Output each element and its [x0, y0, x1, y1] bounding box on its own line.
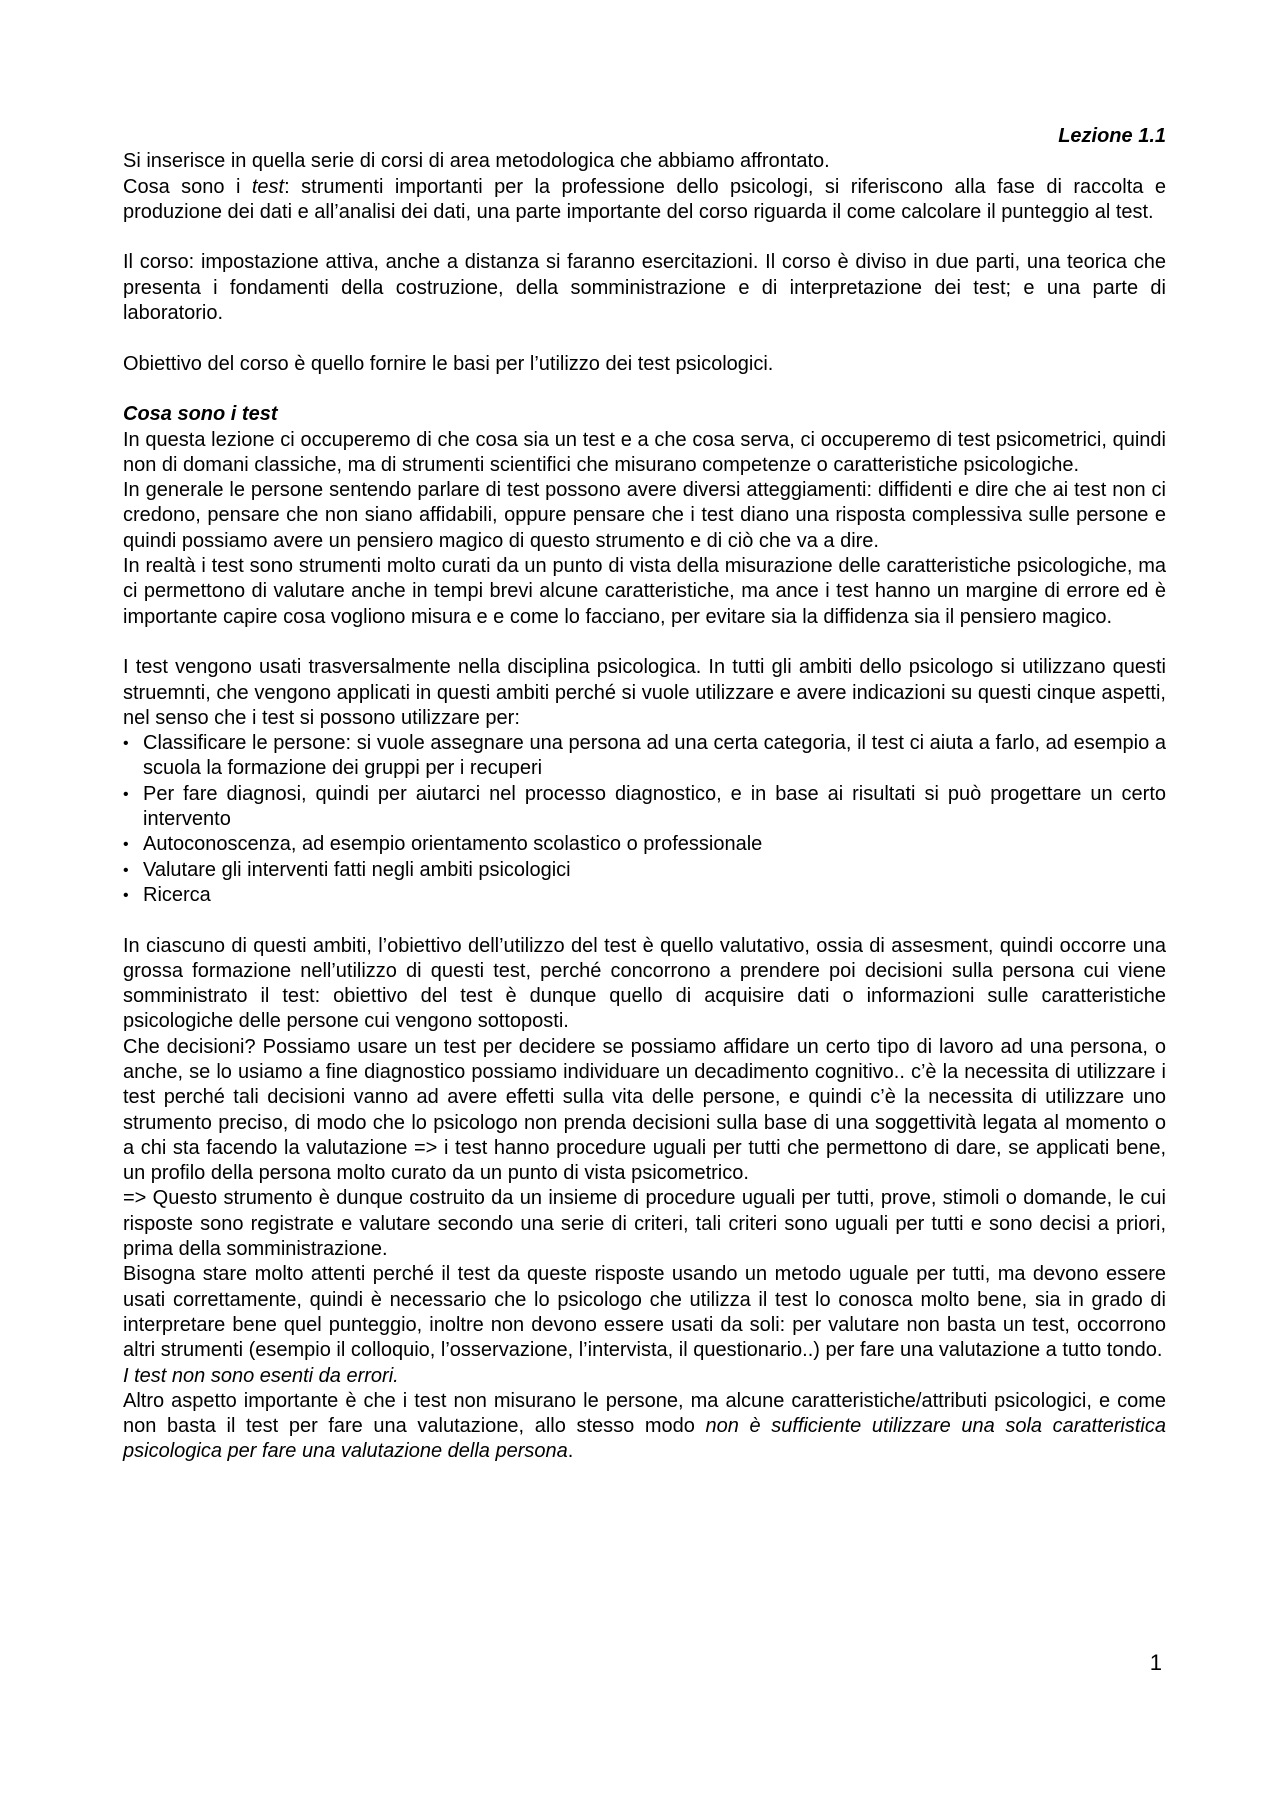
page-number: 1 [1149, 1650, 1162, 1675]
document-page [123, 124, 1166, 1465]
spacer [123, 225, 1166, 250]
paragraph [123, 1389, 1166, 1465]
italic-term: test [251, 175, 285, 198]
list-item: • Valutare gli interventi fatti negli ambiti psicologici [123, 858, 1166, 883]
section-heading: Cosa sono i test [123, 403, 278, 426]
spacer [123, 908, 1166, 933]
text-span: Altro aspetto importante è che i test non misurano le persone, ma alcune caratteristiche/attributi psicologici, e come non basta il test per fare una valutazione, allo stesso modo [123, 1389, 1166, 1438]
paragraph-course-structure: Il corso: impostazione attiva, anche a distanza si faranno esercitazioni. Il corso è diviso in due parti, una teorica che presenta i fondamenti della costruzione, della somministrazione e di interpretazione dei test; e una parte di laboratorio. [123, 251, 1166, 325]
spacer [123, 630, 1166, 655]
spacer [123, 326, 1166, 351]
paragraph: Che decisioni? Possiamo usare un test per decidere se possiamo affidare un certo tipo di lavoro ad una persona, o anche, se lo usiamo a fine diagnostico possiamo individuare un decadimento cognitivo.. c’è la necessita di utilizzare i test perché tali decisioni vanno ad avere effetti sulla vita delle persone, e quindi c’è la necessita di utilizzare uno strumento preciso, di modo che lo psicologo non prenda decisioni sulla base di una soggettività legata al momento o a chi sta facendo la valutazione => i test hanno procedure uguali per tutti che permettono di dare, se applicati bene, un profilo della persona molto curato da un punto di vista psicometrico. [123, 1035, 1166, 1185]
paragraph: Bisogna stare molto attenti perché il test da queste risposte usando un metodo uguale per tutti, ma devono essere usati correttamente, quindi è necessario che lo psicologo che utilizza il test lo conosca molto bene, sia in grado di interpretare bene quel punteggio, inoltre non devono essere usati da soli: per valutare non basta un test, occorrono altri strumenti (esempio il colloquio, l’osservazione, l’intervista, il questionario..) per fare una valutazione a tutto tondo. [123, 1263, 1166, 1362]
lesson-title: Lezione 1.1 [1058, 125, 1166, 147]
paragraph: In realtà i test sono strumenti molto curati da un punto di vista della misurazione delle caratteristiche psicologiche, ma ci permettono di valutare anche in tempi brevi alcune caratteristiche, ma ance i test hanno un margine di errore ed è importante capire cosa vogliono misura e e come lo facciano, per evitare sia la diffidenza sia il pensiero magico. [123, 555, 1166, 628]
bullet-list [123, 731, 1166, 908]
list-item: • Per fare diagnosi, quindi per aiutarci nel processo diagnostico, e in base ai risultati si può progettare un certo intervento [123, 782, 1166, 833]
italic-emphasis: non è sufficiente utilizzare una sola caratteristica psicologica per fare una valutazione della persona [123, 1415, 1167, 1463]
intro-paragraph: Si inserisce in quella serie di corsi di area metodologica che abbiamo affrontato. [123, 150, 830, 173]
text-span: : strumenti importanti per la professione dello psicologi, si riferiscono alla fase di raccolta e produzione dei dati e all’analisi dei dati, una parte importante del corso riguarda il come calcolare il punteggio al test. [123, 175, 1166, 223]
text-span: Cosa sono i [123, 175, 252, 198]
paragraph: In ciascuno di questi ambiti, l’obiettivo dell’utilizzo del test è quello valutativo, ossia di assesment, quindi occorre una grossa formazione nell’utilizzo di questi test, perché concorrono a prendere poi decisioni sulla persona cui viene somministrato il test: obiettivo del test è dunque quello di acquisire dati o informazioni sulle caratteristiche psicologiche delle persone cui vengono sottoposti. [123, 934, 1166, 1033]
paragraph: I test vengono usati trasversalmente nella disciplina psicologica. In tutti gli ambiti dello psicologo si utilizzano questi struemnti, che vengono applicati in questi ambiti perché si vuole utilizzare e avere indicazioni su questi cinque aspetti, nel senso che i test si possono utilizzare per: [123, 656, 1166, 729]
list-item: • Ricerca [123, 883, 1166, 908]
paragraph: In generale le persone sentendo parlare di test possono avere diversi atteggiamenti: diffidenti e dire che ai test non ci credono, pensare che non siano affidabili, oppure pensare che i test diano una risposta complessiva sulle persone e quindi possiamo avere un pensiero magico di questo strumento e di ciò che va a dire. [123, 479, 1166, 552]
text-span: . [567, 1440, 574, 1463]
spacer [123, 377, 1166, 402]
paragraph-what-are-tests [123, 175, 1166, 226]
list-item: • Classificare le persone: si vuole assegnare una persona ad una certa categoria, il test ci aiuta a farlo, ad esempio a scuola la formazione dei gruppi per i recuperi [123, 731, 1166, 782]
paragraph: => Questo strumento è dunque costruito da un insieme di procedure uguali per tutti, prove, stimoli o domande, le cui risposte sono registrate e valutare secondo una serie di criteri, tali criteri sono uguali per tutti e sono decisi a priori, prima della somministrazione. [123, 1187, 1166, 1261]
paragraph-course-goal: Obiettivo del corso è quello fornire le basi per l’utilizzo dei test psicologici. [123, 352, 774, 375]
italic-note: I test non sono esenti da errori. [123, 1364, 399, 1387]
paragraph: In questa lezione ci occuperemo di che cosa sia un test e a che cosa serva, ci occuperemo di test psicometrici, quindi non di domani classiche, ma di strumenti scientifici che misurano competenze o caratteristiche psicologiche. [123, 428, 1166, 476]
list-item: • Autoconoscenza, ad esempio orientamento scolastico o professionale [123, 832, 1166, 857]
